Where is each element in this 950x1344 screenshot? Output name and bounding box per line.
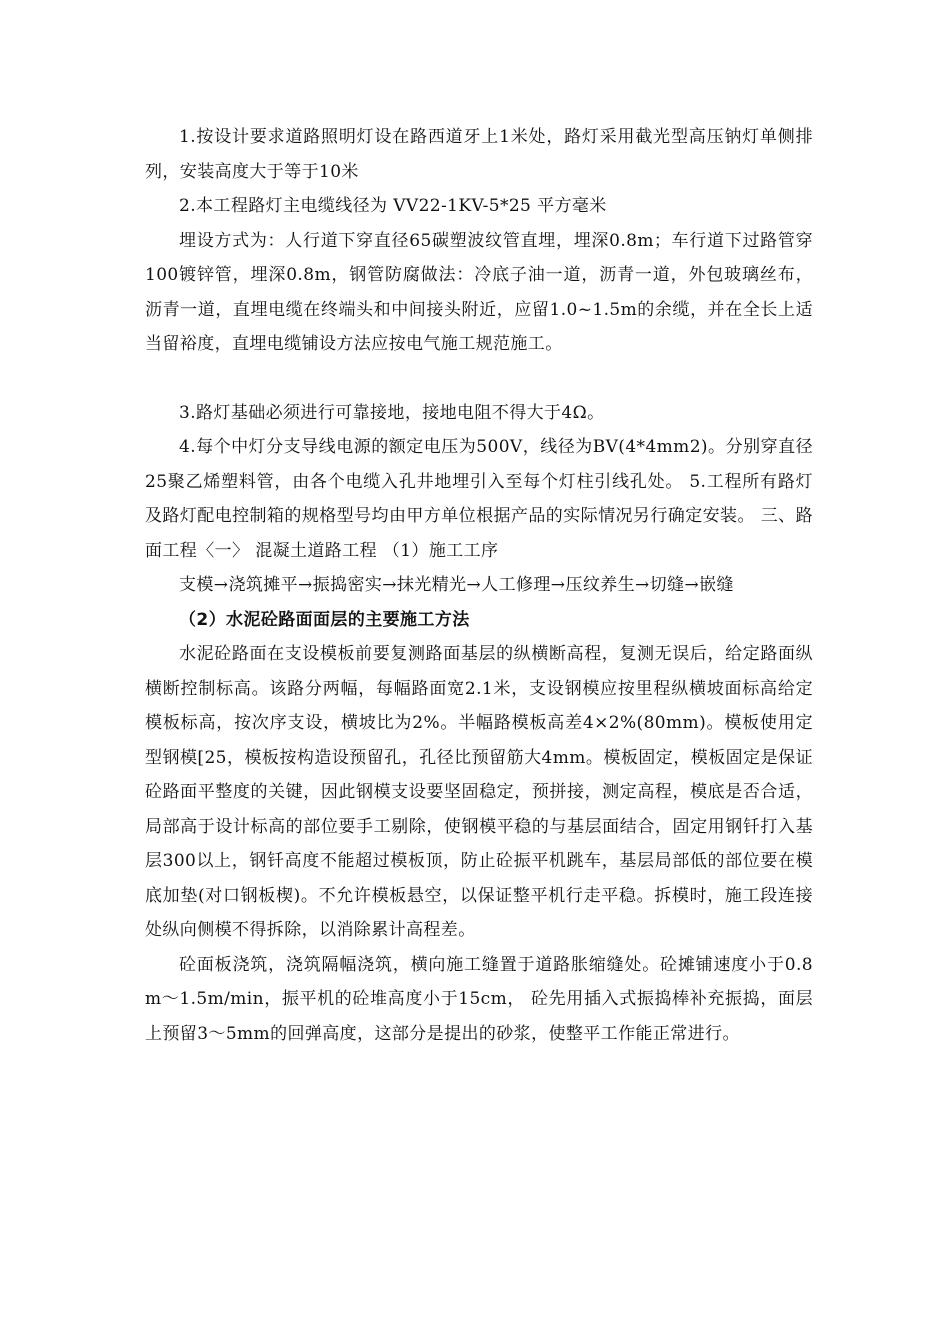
paragraph-lighting-layout: 1.按设计要求道路照明灯设在路西道牙上1米处，路灯采用截光型高压钠灯单侧排列，安装高度大于等于10米 (145, 127, 813, 182)
paragraph-burial-method: 埋设方式为：人行道下穿直径65碳塑波纹管直埋，埋深0.8m；车行道下过路管穿100镀锌管，埋深0.8m，钢管防腐做法：冷底子油一道，沥青一道，外包玻璃丝布，沥青一道，直埋电缆在终端头和中间接头附近，应留1.0~1.5m的余缆，并在全长上适当留裕度，直埋电缆铺设方法应按电气施工规范施工。 (145, 230, 813, 354)
paragraph-main-cable: 2.本工程路灯主电缆线径为 VV22-1KV-5*25 平方毫米 (179, 196, 607, 216)
paragraph-formwork: 水泥砼路面在支设模板前要复测路面基层的纵横断高程，复测无误后，给定路面纵横断控制标高。该路分两幅，每幅路面宽2.1米，支设钢模应按里程纵横坡面标高给定模板标高，按次序支设，横坡比为2%。半幅路模板高差4×2%(80mm)。模板使用定型钢模[25，模板按构造设预留孔，孔径比预留筋大4mm。模板固定，模板固定是保证砼路面平整度的关键，因此钢模支设要坚固稳定，预拼接，测定高程，模底是否合适，局部高于设计标高的部位要手工剔除，使钢模平稳的与基层面结合，固定用钢钎打入基层300以上，钢钎高度不能超过模板顶，防止砼振平机跳车，基层局部低的部位要在模底加垫(对口钢板楔)。不允许模板悬空，以保证整平机行走平稳。拆模时，施工段连接处纵向侧模不得拆除，以消除累计高程差。 (145, 644, 813, 940)
paragraph-gap (145, 362, 813, 396)
paragraph-grounding: 3.路灯基础必须进行可靠接地，接地电阻不得大于4Ω。 (179, 402, 605, 423)
paragraph-process-flow: 支模→浇筑摊平→振捣密实→抹光精光→人工修理→压纹养生→切缝→嵌缝 (179, 575, 734, 595)
paragraph-branch-wiring: 4.每个中灯分支导线电源的额定电压为500V，线径为BV(4*4mm2)。分别穿直径25聚乙烯塑料管，由各个电缆入孔井地埋引入至每个灯柱引线孔处。 5.工程所有路灯及路灯配电控制箱的规格型号均由甲方单位根据产品的实际情况另行确定安装。 三、路面工程〈一〉 混凝土道路工程 （1）施工工序 (145, 437, 813, 561)
section-heading: （2）水泥砼路面面层的主要施工方法 (179, 609, 470, 630)
document-body (145, 120, 813, 1051)
paragraph-pouring: 砼面板浇筑，浇筑隔幅浇筑，横向施工缝置于道路胀缩缝处。砼摊铺速度小于0.8m～1.5m/min，振平机的砼堆高度小于15cm， 砼先用插入式振捣棒补充振捣，面层上预留3～5mm的回弹高度，这部分是提出的砂浆，使整平工作能正常进行。 (145, 954, 813, 1044)
